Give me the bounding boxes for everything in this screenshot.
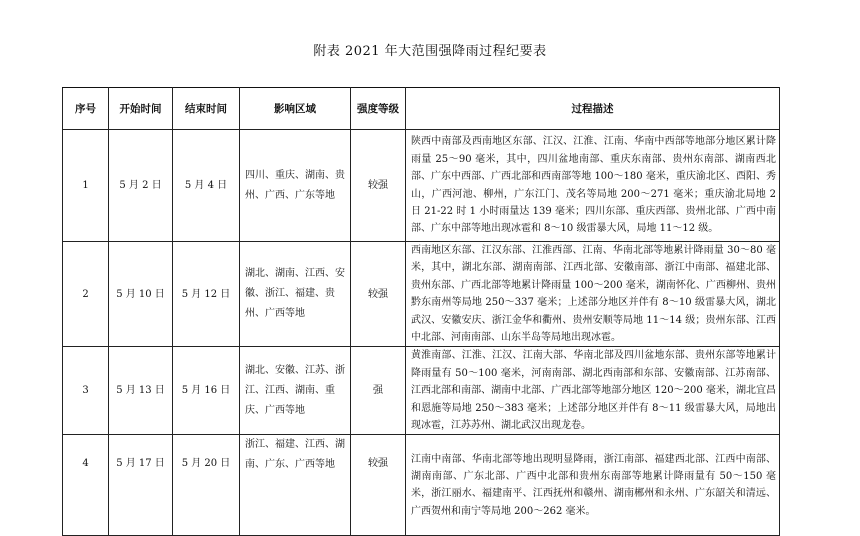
cell-level: 较强	[351, 242, 406, 347]
header-end-time: 结束时间	[173, 88, 240, 130]
rainfall-summary-table	[62, 87, 780, 536]
cell-description: 陕西中南部及西南地区东部、江汉、江淮、江南、华南中西部等地部分地区累计降雨量 25～90 毫米，其中，四川盆地南部、重庆东南部、贵州东南部、湖南西北部、广东中西部、广西北部和西南部等地 100～180 毫米，重庆渝北区、酉阳、秀山，广西河池、柳州，广东江门、茂名等局地 200～271 毫米；重庆渝北局地 2 日 21-22 时 1 小时雨量达 139 毫米；四川东部、重庆西部、贵州北部、广西中南部、广东中部等地出现冰雹和 8～10 级雷暴大风，局地 11～12 级。	[406, 130, 780, 242]
cell-index: 1	[63, 130, 109, 242]
header-index: 序号	[63, 88, 109, 130]
cell-region: 湖北、湖南、江西、安徽、浙江、福建、贵州、广西等地	[240, 242, 351, 347]
cell-region: 浙江、福建、江西、湖南、广东、广西等地	[240, 435, 351, 536]
header-description: 过程描述	[406, 88, 780, 130]
cell-end-time: 5 月 12 日	[173, 242, 240, 347]
cell-index: 3	[63, 347, 109, 435]
cell-level: 较强	[351, 130, 406, 242]
table-row	[63, 435, 780, 536]
cell-end-time: 5 月 16 日	[173, 347, 240, 435]
cell-region: 湖北、安徽、江苏、浙江、江西、湖南、重庆、广西等地	[240, 347, 351, 435]
cell-description: 黄淮南部、江淮、江汉、江南大部、华南北部及四川盆地东部、贵州东部等地累计降雨量有 50～100 毫米，河南南部、湖北西南部和东部、安徽南部、江苏南部、江西北部和南部、湖南中北部、广西北部等地部分地区 120～200 毫米，湖北宜昌和恩施等局地 250～383 毫米；上述部分地区并伴有 8～11 级雷暴大风，局地出现冰雹，江苏苏州、湖北武汉出现龙卷。	[406, 347, 780, 435]
cell-end-time: 5 月 4 日	[173, 130, 240, 242]
table-header-row	[63, 88, 780, 130]
header-level: 强度等级	[351, 88, 406, 130]
cell-description: 江南中南部、华南北部等地出现明显降雨，浙江南部、福建西北部、江西中南部、湖南南部、广东北部、广西中北部和贵州东南部等地累计降雨量有 50～150 毫米，浙江丽水、福建南平、江西抚州和赣州、湖南郴州和永州、广东韶关和清远、广西贺州和南宁等局地 200～262 毫米。	[406, 435, 780, 536]
header-region: 影响区域	[240, 88, 351, 130]
cell-description: 西南地区东部、江汉东部、江淮西部、江南、华南北部等地累计降雨量 30～80 毫米，其中，湖北东部、湖南南部、江西北部、安徽南部、浙江中南部、福建北部、贵州东部、广西北部等地累计降雨量 100～200 毫米，湖南怀化、广西柳州、贵州黔东南州等局地 250～337 毫米；上述部分地区并伴有 8～10 级雷暴大风，湖北武汉、安徽安庆、浙江金华和衢州、贵州安顺等局地 11～14 级；贵州东部、江西中北部、河南南部、山东半岛等局地出现冰雹。	[406, 242, 780, 347]
table-row	[63, 347, 780, 435]
cell-level: 强	[351, 347, 406, 435]
cell-start-time: 5 月 10 日	[109, 242, 173, 347]
table-row	[63, 130, 780, 242]
table-row	[63, 242, 780, 347]
cell-level: 较强	[351, 435, 406, 536]
cell-start-time: 5 月 17 日	[109, 435, 173, 536]
page-title: 附表 2021 年大范围强降雨过程纪要表	[313, 44, 547, 59]
header-start-time: 开始时间	[109, 88, 173, 130]
cell-start-time: 5 月 13 日	[109, 347, 173, 435]
cell-end-time: 5 月 20 日	[173, 435, 240, 536]
cell-start-time: 5 月 2 日	[109, 130, 173, 242]
cell-index: 4	[63, 435, 109, 536]
cell-index: 2	[63, 242, 109, 347]
cell-region: 四川、重庆、湖南、贵州、广西、广东等地	[240, 130, 351, 242]
